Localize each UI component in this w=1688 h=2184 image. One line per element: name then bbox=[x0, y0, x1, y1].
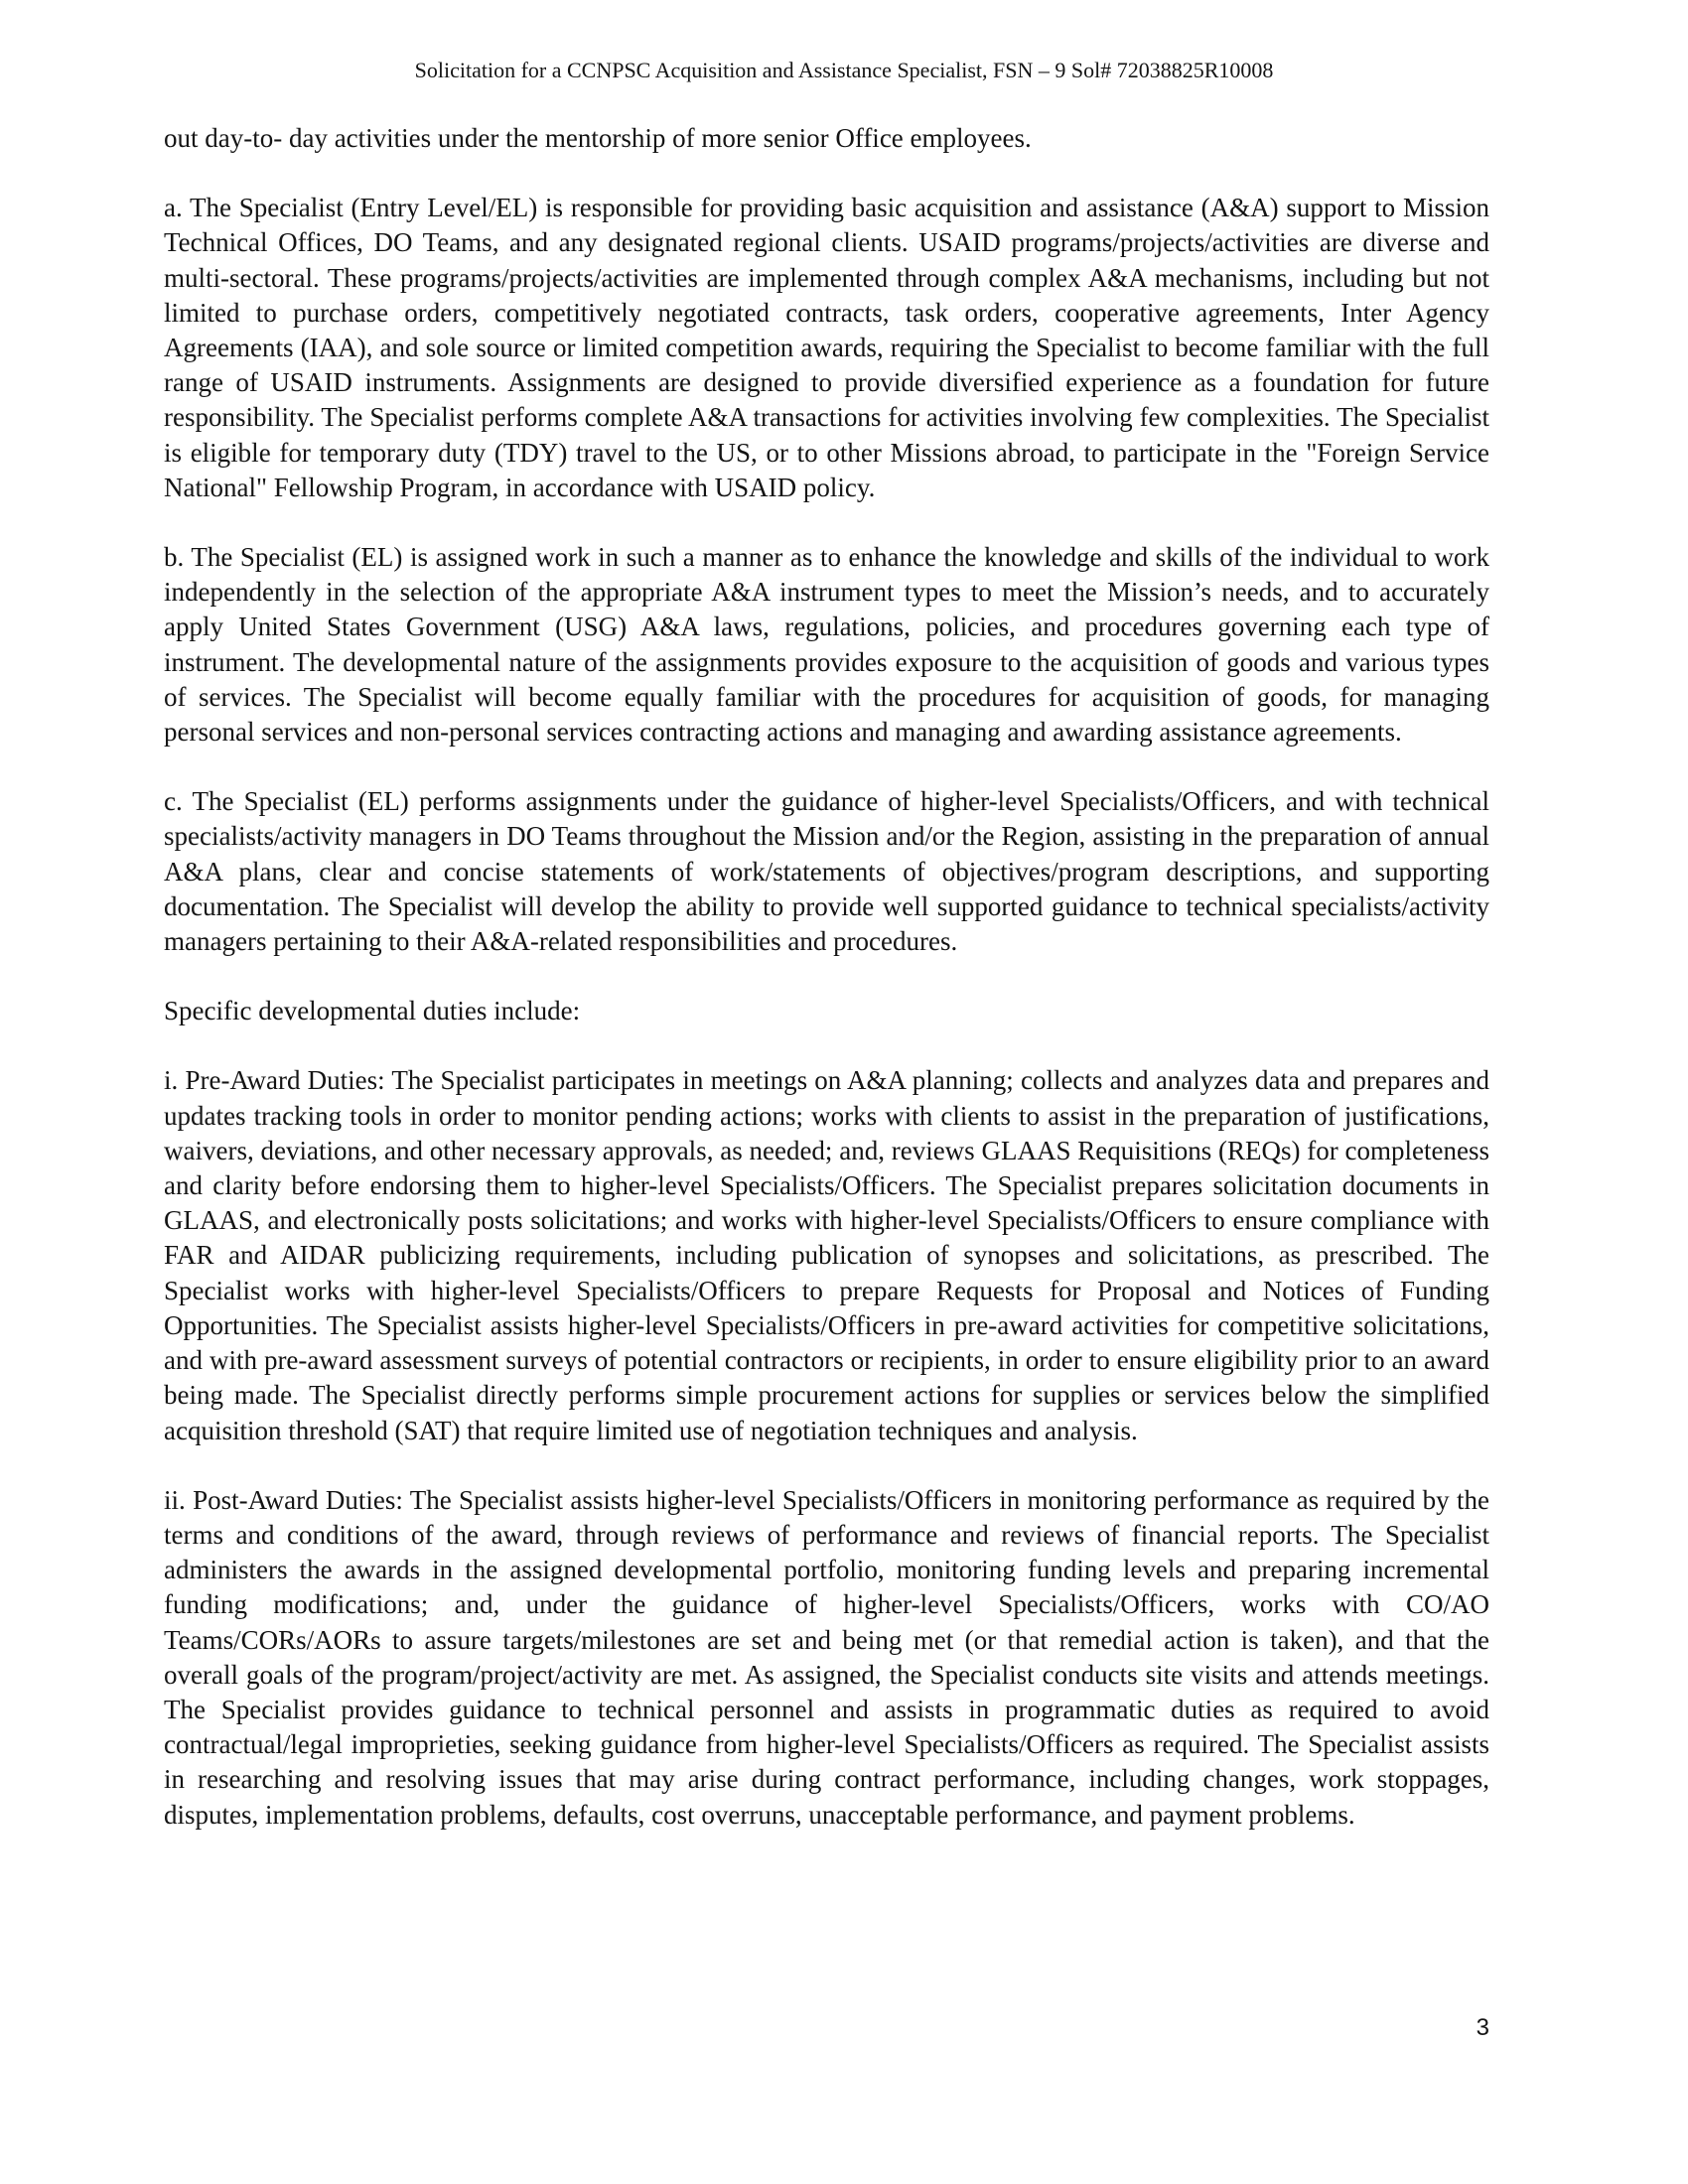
duties-intro: Specific developmental duties include: bbox=[164, 996, 581, 1026]
paragraph-c: c. The Specialist (EL) performs assignments under the guidance of higher-level Specialists/Officers, and with technical specialists/activity managers in DO Teams throughout the Mission and/or the Region, assisting in the preparation of annual A&A plans, clear and concise statements of work/statements of objectives/program descriptions, and supporting documentation. The Specialist will develop the ability to provide well supported guidance to technical specialists/activity managers pertaining to their A&A-related responsibilities and procedures. bbox=[164, 786, 1489, 957]
paragraph-a: a. The Specialist (Entry Level/EL) is responsible for providing basic acquisition and assistance (A&A) support to Mission Technical Offices, DO Teams, and any designated regional clients. USAID programs/projects/activities are diverse and multi-sectoral. These programs/projects/activities are implemented through complex A&A mechanisms, including but not limited to purchase orders, competitively negotiated contracts, task orders, cooperative agreements, Inter Agency Agreements (IAA), and sole source or limited competition awards, requiring the Specialist to become familiar with the full range of USAID instruments. Assignments are designed to provide diversified experience as a foundation for future responsibility. The Specialist performs complete A&A transactions for activities involving few complexities. The Specialist is eligible for temporary duty (TDY) travel to the US, or to other Missions abroad, to participate in the "Foreign Service National" Fellowship Program, in accordance with USAID policy. bbox=[164, 193, 1489, 502]
body-text bbox=[164, 121, 1489, 1833]
paragraph-post-award: ii. Post-Award Duties: The Specialist assists higher-level Specialists/Officers in monitoring performance as required by the terms and conditions of the award, through reviews of performance and reviews of financial reports. The Specialist administers the awards in the assigned developmental portfolio, monitoring funding levels and preparing incremental funding modifications; and, under the guidance of higher-level Specialists/Officers, works with CO/AO Teams/CORs/AORs to assure targets/milestones are set and being met (or that remedial action is taken), and that the overall goals of the program/project/activity are met. As assigned, the Specialist conducts site visits and attends meetings. The Specialist provides guidance to technical personnel and assists in programmatic duties as required to avoid contractual/legal improprieties, seeking guidance from higher-level Specialists/Officers as required. The Specialist assists in researching and resolving issues that may arise during contract performance, including changes, work stoppages, disputes, implementation problems, defaults, cost overruns, unacceptable performance, and payment problems. bbox=[164, 1484, 1489, 1830]
page-number: 3 bbox=[1476, 2014, 1489, 2041]
paragraph-pre-award: i. Pre-Award Duties: The Specialist participates in meetings on A&A planning; collects and analyzes data and prepares and updates tracking tools in order to monitor pending actions; works with clients to assist in the preparation of justifications, waivers, deviations, and other necessary approvals, as needed; and, reviews GLAAS Requisitions (REQs) for completeness and clarity before endorsing them to higher-level Specialists/Officers. The Specialist prepares solicitation documents in GLAAS, and electronically posts solicitations; and works with higher-level Specialists/Officers to ensure compliance with FAR and AIDAR publicizing requirements, including publication of synopses and solicitations, as prescribed. The Specialist works with higher-level Specialists/Officers to prepare Requests for Proposal and Notices of Funding Opportunities. The Specialist assists higher-level Specialists/Officers in pre-award activities for competitive solicitations, and with pre-award assessment surveys of potential contractors or recipients, in order to ensure eligibility prior to an award being made. The Specialist directly performs simple procurement actions for supplies or services below the simplified acquisition threshold (SAT) that require limited use of negotiation techniques and analysis. bbox=[164, 1065, 1489, 1445]
paragraph-continuation: out day-to- day activities under the mentorship of more senior Office employees. bbox=[164, 123, 1032, 153]
running-header: Solicitation for a CCNPSC Acquisition and Assistance Specialist, FSN – 9 Sol# 72038825R10008 bbox=[414, 58, 1274, 82]
paragraph-b: b. The Specialist (EL) is assigned work in such a manner as to enhance the knowledge and skills of the individual to work independently in the selection of the appropriate A&A instrument types to meet the Mission’s needs, and to accurately apply United States Government (USG) A&A laws, regulations, policies, and procedures governing each type of instrument. The developmental nature of the assignments provides exposure to the acquisition of goods and various types of services. The Specialist will become equally familiar with the procedures for acquisition of goods, for managing personal services and non-personal services contracting actions and managing and awarding assistance agreements. bbox=[164, 542, 1489, 748]
